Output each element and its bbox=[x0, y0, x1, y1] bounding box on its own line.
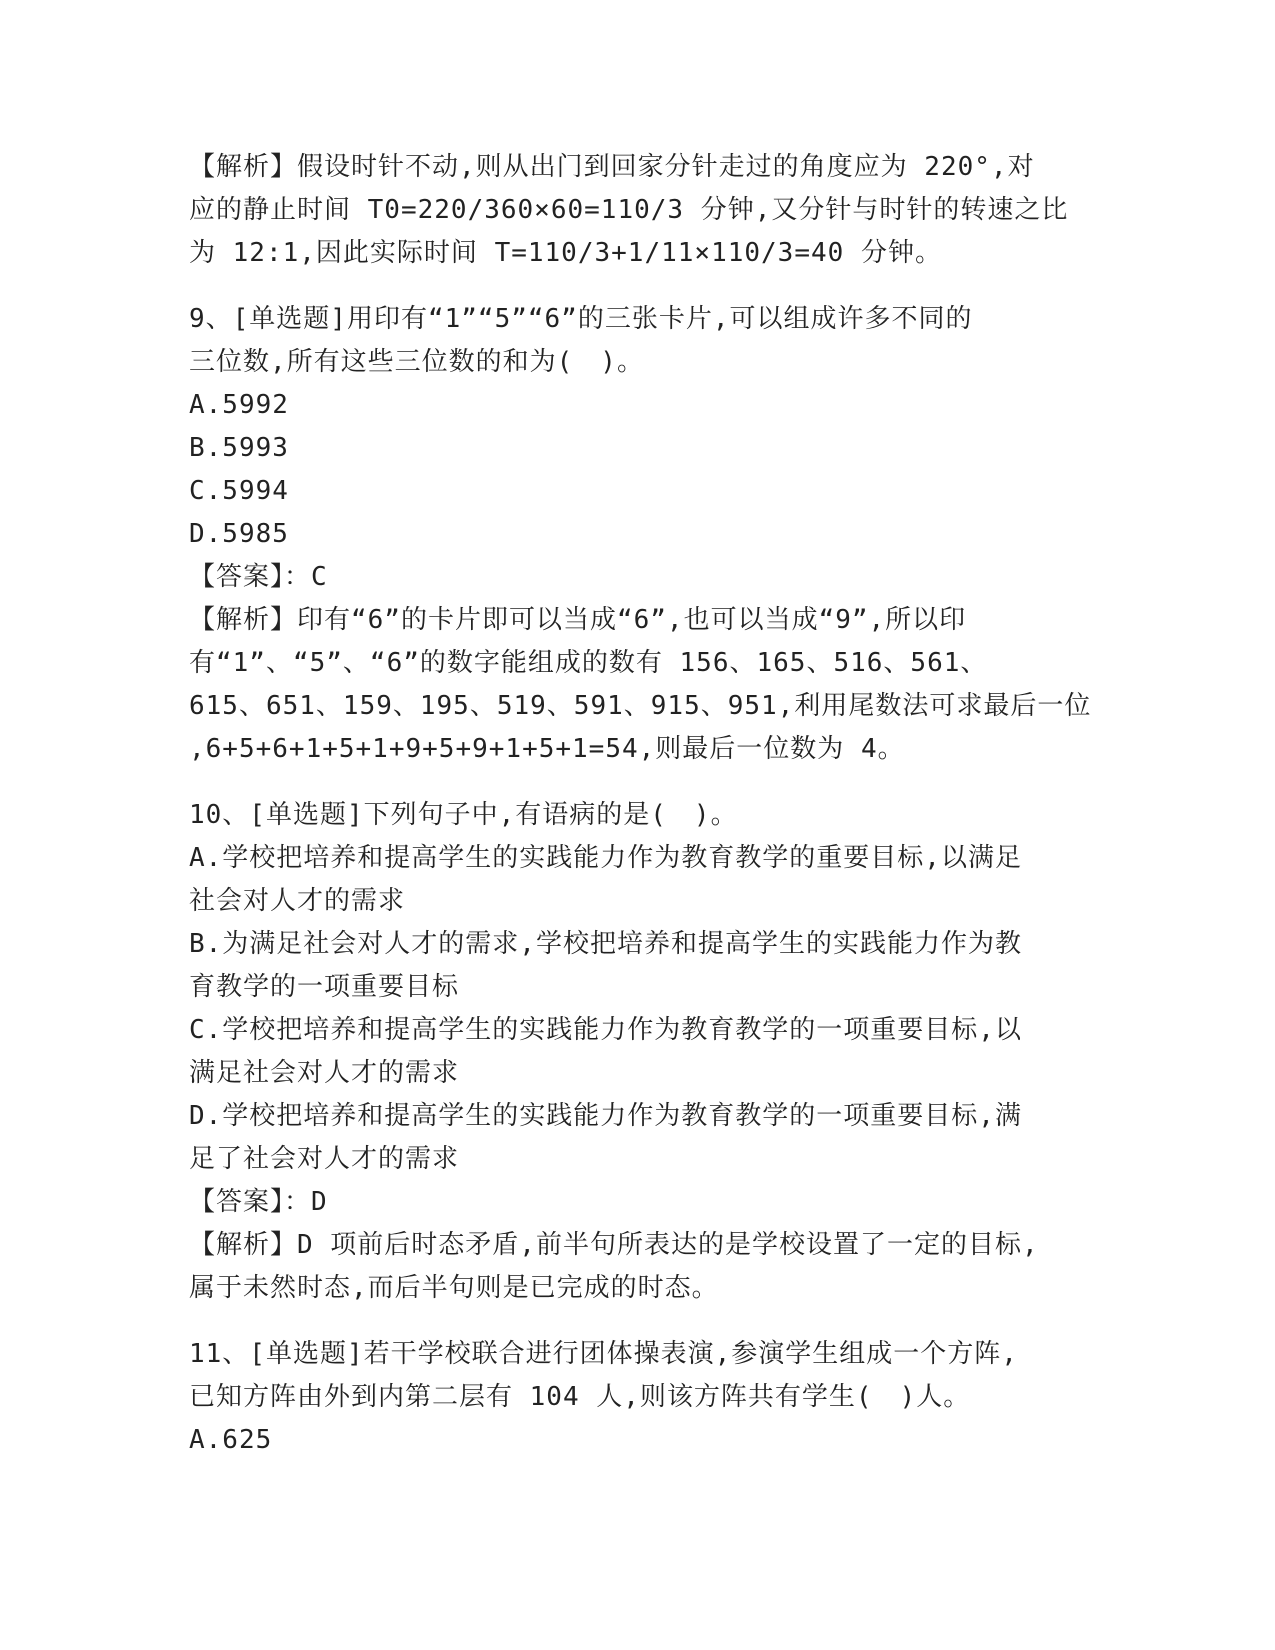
analysis-block-q8 bbox=[189, 146, 1089, 275]
analysis-line: ,6+5+6+1+5+1+9+5+9+1+5+1=54,则最后一位数为 4。 bbox=[189, 734, 905, 764]
option-d: D.学校把培养和提高学生的实践能力作为教育教学的一项重要目标,满 bbox=[189, 1101, 1022, 1131]
question-stem: 已知方阵由外到内第二层有 104 人,则该方阵共有学生( )人。 bbox=[189, 1382, 971, 1412]
analysis-line: 有“1”、“5”、“6”的数字能组成的数有 156、165、516、561、 bbox=[189, 648, 988, 678]
option-a: A.5992 bbox=[189, 390, 289, 420]
question-stem: 11、[单选题]若干学校联合进行团体操表演,参演学生组成一个方阵, bbox=[189, 1339, 1018, 1369]
question-10 bbox=[189, 794, 1089, 1310]
question-9 bbox=[189, 298, 1092, 771]
option-a-cont: 社会对人才的需求 bbox=[189, 886, 406, 916]
option-c: C.5994 bbox=[189, 476, 289, 506]
option-c: C.学校把培养和提高学生的实践能力作为教育教学的一项重要目标,以 bbox=[189, 1015, 1022, 1045]
analysis-line: 【解析】印有“6”的卡片即可以当成“6”,也可以当成“9”,所以印 bbox=[189, 605, 967, 635]
question-stem: 10、[单选题]下列句子中,有语病的是( )。 bbox=[189, 800, 738, 830]
document-page bbox=[189, 146, 1092, 1462]
analysis-line: 应的静止时间 T0=220/360×60=110/3 分钟,又分针与时针的转速之比 bbox=[189, 195, 1069, 225]
option-d-cont: 足了社会对人才的需求 bbox=[189, 1144, 460, 1174]
answer-line: 【答案】：C bbox=[189, 562, 328, 592]
option-b-cont: 育教学的一项重要目标 bbox=[189, 972, 460, 1002]
analysis-line: 属于未然时态,而后半句则是已完成的时态。 bbox=[189, 1273, 719, 1303]
analysis-line: 为 12:1,因此实际时间 T=110/3+1/11×110/3=40 分钟。 bbox=[189, 238, 942, 268]
question-11 bbox=[189, 1333, 1089, 1462]
option-a: A.625 bbox=[189, 1425, 273, 1455]
answer-line: 【答案】：D bbox=[189, 1187, 328, 1217]
option-b: B.为满足社会对人才的需求,学校把培养和提高学生的实践能力作为教 bbox=[189, 929, 1022, 959]
question-stem: 9、[单选题]用印有“1”“5”“6”的三张卡片,可以组成许多不同的 bbox=[189, 304, 973, 334]
option-a: A.学校把培养和提高学生的实践能力作为教育教学的重要目标,以满足 bbox=[189, 843, 1022, 873]
analysis-line: 615、651、159、195、519、591、915、951,利用尾数法可求最后一位 bbox=[189, 691, 1092, 721]
option-d: D.5985 bbox=[189, 519, 289, 549]
option-c-cont: 满足社会对人才的需求 bbox=[189, 1058, 460, 1088]
option-b: B.5993 bbox=[189, 433, 289, 463]
question-stem: 三位数,所有这些三位数的和为( )。 bbox=[189, 347, 644, 377]
analysis-line: 【解析】假设时针不动,则从出门到回家分针走过的角度应为 220°,对 bbox=[189, 152, 1035, 182]
analysis-line: 【解析】D 项前后时态矛盾,前半句所表达的是学校设置了一定的目标, bbox=[189, 1230, 1039, 1260]
